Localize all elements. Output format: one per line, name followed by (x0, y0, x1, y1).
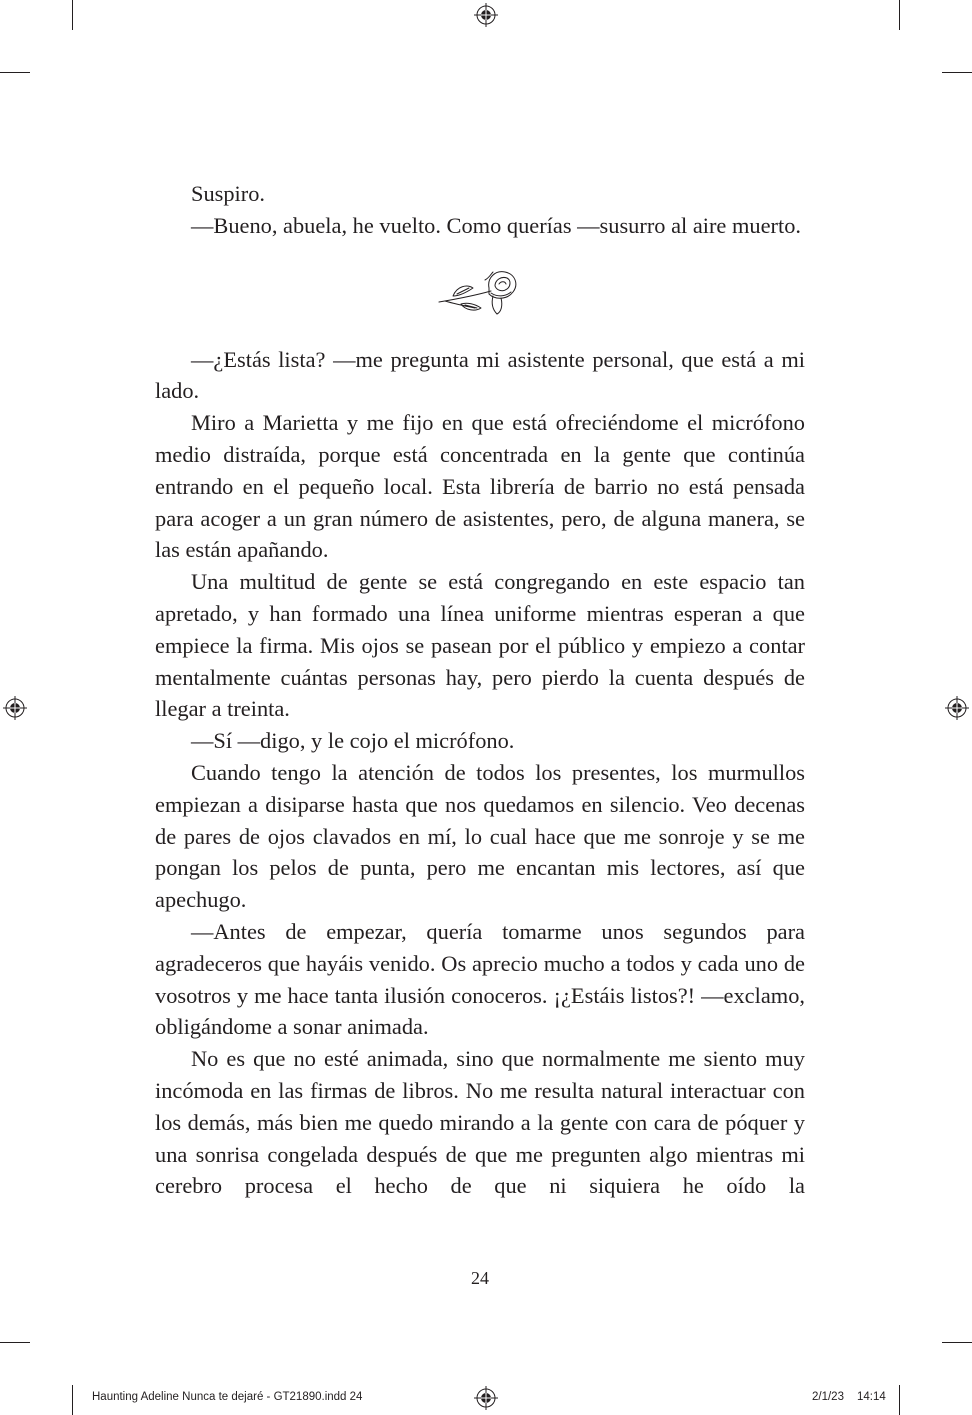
registration-mark-bottom-icon (474, 1386, 498, 1410)
paragraph: —Sí —digo, y le cojo el micrófono. (191, 728, 515, 754)
paragraph: —Antes de empezar, quería tomarme unos segundos para agradeceros que hayáis venido. Os aprecio mucho a todos y cada uno de vosotros y me hace tanta ilusión conoceros. ¡¿Estáis listos?! —exclamo, obligándome a sonar animada. (155, 918, 805, 1040)
crop-mark-top-right (899, 0, 900, 30)
paragraph: Una multitud de gente se está congregando en este espacio tan apretado, y han formado una línea uniforme mientras esperan a que empiece la firma. Mis ojos se pasean por el público y empiezo a contar mentalmente cuántas personas hay, pero pierdo la cuenta después de llegar a treinta. (155, 569, 805, 722)
crop-mark-bottom-left (72, 1385, 73, 1415)
paragraph: Suspiro. (191, 181, 266, 206)
page-number: 24 (471, 1268, 489, 1288)
slug-time: 14:14 (857, 1391, 886, 1403)
crop-mark-left-top (0, 72, 30, 73)
crop-mark-bottom-right (899, 1385, 900, 1415)
crop-mark-top-left (72, 0, 73, 30)
rose-ornament-icon (435, 266, 525, 318)
paragraph: —¿Estás lista? —me pregunta mi asistente personal, que está a mi lado. (155, 346, 805, 404)
crop-mark-right-top (942, 72, 972, 73)
paragraph: Miro a Marietta y me fijo en que está ofreciéndome el micrófono medio distraída, porque está concentrada en la gente que continúa entrando en el pequeño local. Esta librería de barrio no está pensada para acoger a un gran número de asistentes, pero, de alguna manera, se las están apañando. (155, 410, 805, 563)
crop-mark-left-bottom (0, 1342, 30, 1343)
registration-mark-right-icon (945, 696, 969, 720)
paragraph: —Bueno, abuela, he vuelto. Como querías —susurro al aire muerto. (191, 212, 801, 238)
body-text (155, 178, 805, 1202)
slug-filename: Haunting Adeline Nunca te dejaré - GT21890.indd 24 (92, 1391, 363, 1403)
paragraph: Cuando tengo la atención de todos los presentes, los murmullos empiezan a disiparse hasta que nos quedamos en silencio. Veo decenas de pares de ojos clavados en mí, lo cual hace que me sonroje y se me pongan los pelos de punta, pero me encantan mis lectores, así que apechugo. (155, 759, 805, 913)
registration-mark-left-icon (3, 696, 27, 720)
paragraph: No es que no esté animada, sino que normalmente me siento muy incómoda en las firmas de libros. No me resulta natural interactuar con los demás, más bien me quedo mirando a la gente con cara de póquer y una sonrisa congelada después de que me pregunten algo mientras mi cerebro procesa el hecho de que ni siquiera he oído la (155, 1046, 805, 1199)
registration-mark-top-icon (474, 3, 498, 27)
slug-date: 2/1/23 (812, 1391, 844, 1403)
crop-mark-right-bottom (942, 1342, 972, 1343)
